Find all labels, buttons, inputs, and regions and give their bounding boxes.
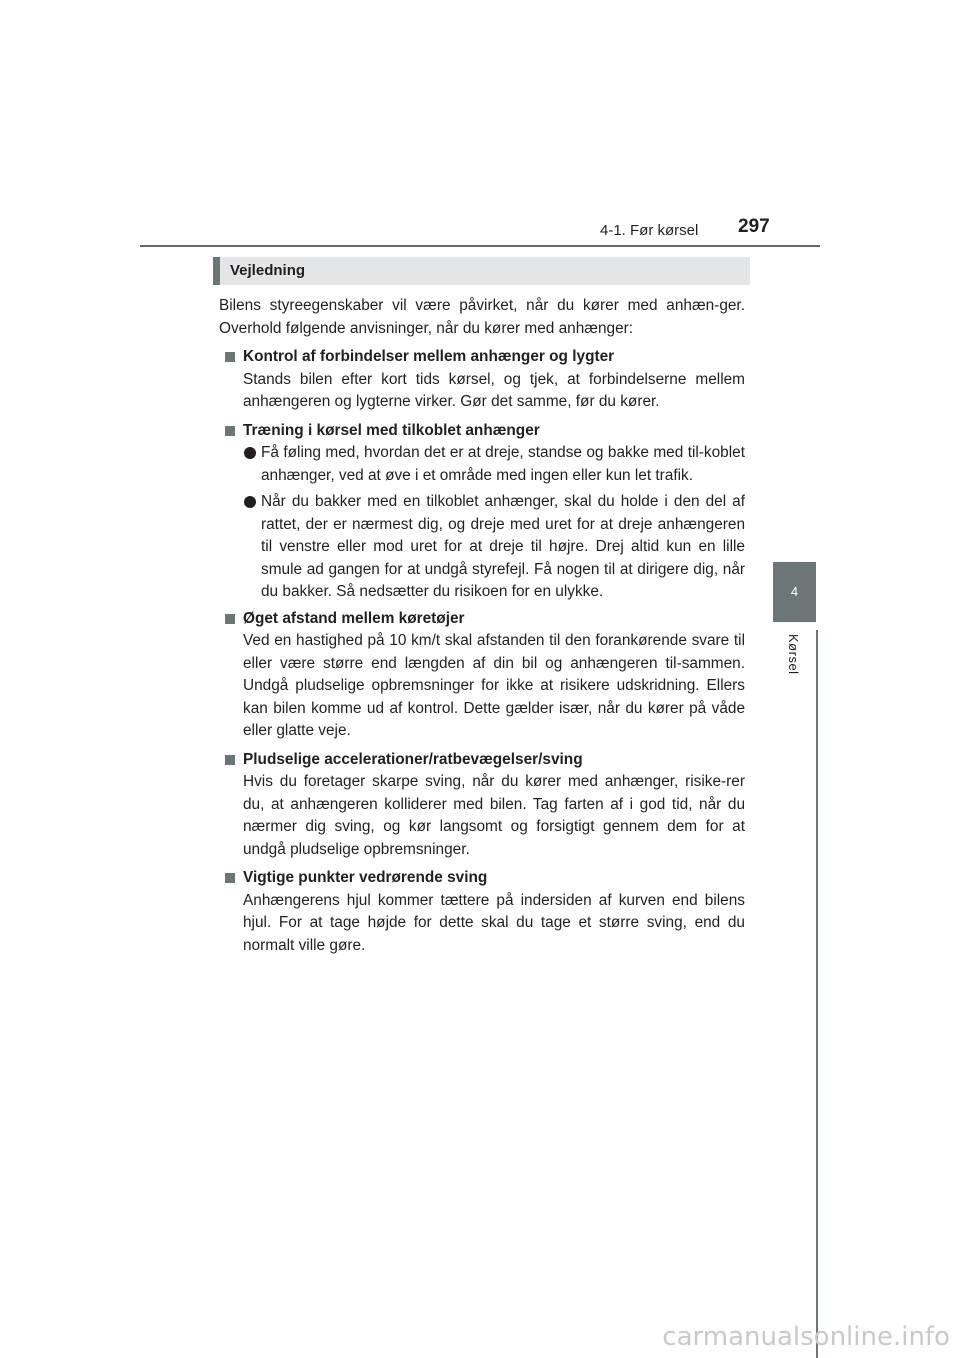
intro-text: Bilens styreegenskaber vil være påvirket, når du kører med anhæn-ger. Overhold følgende anvisninger, når du kører med anhænger: — [219, 297, 745, 337]
guide-content — [219, 295, 745, 963]
section-body: Ved en hastighed på 10 km/t skal afstanden til den forankørende svare til eller være større end længden af din bil og anhængeren til-sammen. Undgå pludselige opbremsninger for ikke at risikere udskridning. Ellers kan bilen komme ud af kontrol. Dette gælder især, når du kører på våde eller glatte veje. — [243, 632, 745, 739]
section-training — [219, 420, 745, 604]
square-bullet-icon — [225, 352, 235, 362]
section-body: Hvis du foretager skarpe sving, når du kører med anhænger, risike-rer du, at anhængeren kolliderer med bilen. Tag farten af i god tid, når du nærmer dig sving, og kør langsomt og forsigtigt gennem dem for at undgå pludselige opbremsninger. — [243, 773, 745, 858]
square-bullet-icon — [225, 426, 235, 436]
square-bullet-icon — [225, 755, 235, 765]
list-item: Få føling med, hvordan det er at dreje, standse og bakke med til-koblet anhænger, ved at øve i et område med ingen eller kun let trafik. — [219, 442, 745, 487]
section-heading: Pludselige accelerationer/ratbevægelser/sving — [219, 749, 745, 772]
watermark-text: carmanualsonline.info — [662, 1322, 950, 1352]
square-bullet-icon — [225, 873, 235, 883]
side-divider — [816, 630, 818, 1358]
section-heading: Kontrol af forbindelser mellem anhænger og lygter — [219, 346, 745, 369]
chapter-number: 4 — [790, 584, 799, 599]
round-bullet-icon — [244, 496, 256, 508]
header-section-title: 4-1. Før kørsel — [600, 222, 699, 239]
section-turning — [219, 867, 745, 957]
section-connections — [219, 346, 745, 414]
guide-title-bar — [213, 257, 750, 285]
section-body: Anhængerens hjul kommer tættere på indersiden af kurven end bilens hjul. For at tage højde for dette skal du tage et større sving, end du normalt ville gøre. — [243, 891, 745, 954]
section-heading: Øget afstand mellem køretøjer — [219, 608, 745, 631]
round-bullet-icon — [244, 447, 256, 459]
square-bullet-icon — [225, 614, 235, 624]
section-distance — [219, 608, 745, 743]
page-number: 297 — [738, 216, 770, 237]
guide-title: Vejledning — [230, 262, 306, 279]
chapter-label: Kørsel — [786, 634, 801, 675]
section-sudden-movements — [219, 749, 745, 862]
header-divider — [140, 245, 820, 247]
chapter-tab[interactable] — [773, 562, 816, 622]
list-item: Når du bakker med en tilkoblet anhænger, skal du holde i den del af rattet, der er nærmest dig, og dreje med uret for at dreje anhængeren til venstre eller mod uret for at dreje til højre. Drej altid kun en lille smule ad gangen for at undgå styrefejl. Få nogen til at dirigere dig, når du bakker. Så nedsætter du risikoen for en ulykke. — [219, 491, 745, 604]
section-heading: Træning i kørsel med tilkoblet anhænger — [219, 420, 745, 443]
section-body: Stands bilen efter kort tids kørsel, og tjek, at forbindelserne mellem anhængeren og lygterne virker. Gør det samme, før du kører. — [243, 370, 745, 410]
section-heading: Vigtige punkter vedrørende sving — [219, 867, 745, 890]
